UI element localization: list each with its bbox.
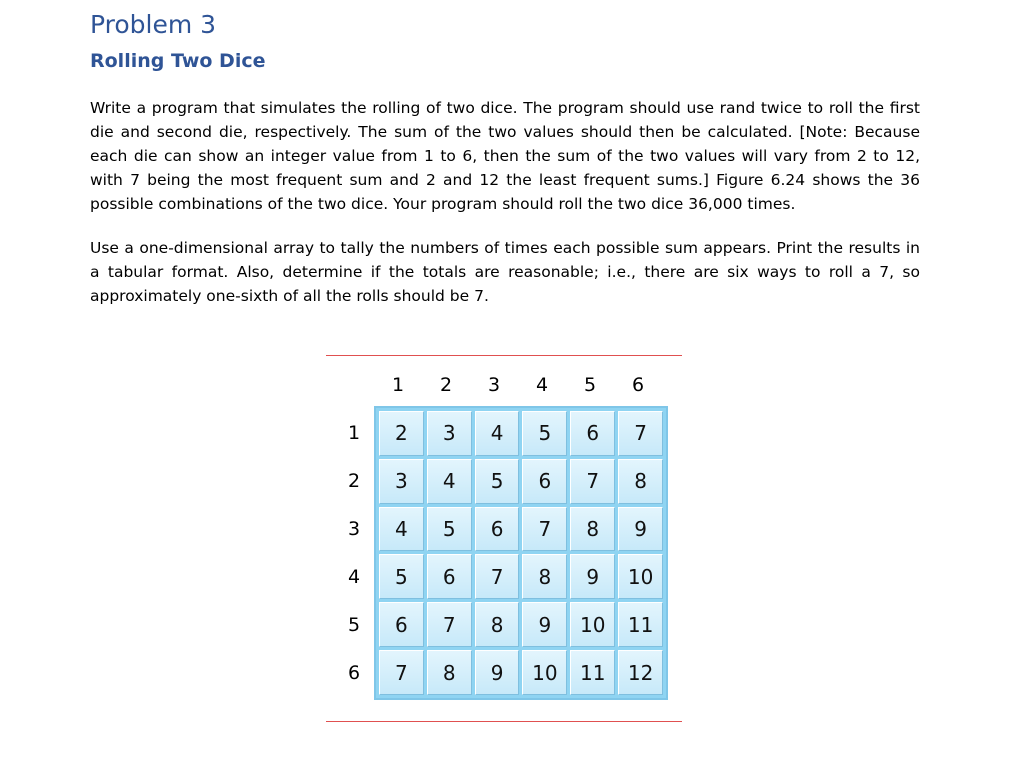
row-header: 5	[347, 614, 361, 636]
sum-cell: 7	[522, 507, 567, 552]
sum-cell: 12	[618, 650, 663, 695]
row-header: 1	[347, 422, 361, 444]
problem-subtitle: Rolling Two Dice	[90, 50, 266, 72]
sum-cell: 10	[522, 650, 567, 695]
column-header: 4	[535, 374, 549, 396]
problem-title: Problem 3	[90, 10, 217, 39]
column-header: 6	[631, 374, 645, 396]
sum-cell: 8	[618, 459, 663, 504]
sum-cell: 9	[618, 507, 663, 552]
sum-cell: 6	[379, 602, 424, 647]
sum-cell: 8	[522, 554, 567, 599]
sum-cell: 6	[475, 507, 520, 552]
row-header: 3	[347, 518, 361, 540]
sum-cell: 2	[379, 411, 424, 456]
sum-cell: 3	[427, 411, 472, 456]
column-header: 1	[391, 374, 405, 396]
sum-cell: 10	[618, 554, 663, 599]
sum-cell: 8	[427, 650, 472, 695]
sum-cell: 7	[570, 459, 615, 504]
column-header: 3	[487, 374, 501, 396]
sum-grid	[374, 406, 668, 700]
sum-cell: 7	[379, 650, 424, 695]
sum-cell: 6	[427, 554, 472, 599]
sum-cell: 10	[570, 602, 615, 647]
figure-top-rule	[326, 355, 682, 356]
sum-cell: 7	[475, 554, 520, 599]
row-header: 6	[347, 662, 361, 684]
sum-cell: 6	[570, 411, 615, 456]
sum-cell: 4	[427, 459, 472, 504]
column-header: 5	[583, 374, 597, 396]
sum-cell: 9	[522, 602, 567, 647]
sum-cell: 6	[522, 459, 567, 504]
sum-cell: 7	[618, 411, 663, 456]
column-header: 2	[439, 374, 453, 396]
sum-cell: 3	[379, 459, 424, 504]
sum-cell: 11	[570, 650, 615, 695]
sum-cell: 11	[618, 602, 663, 647]
dice-combinations-figure	[330, 360, 680, 710]
sum-cell: 9	[475, 650, 520, 695]
row-header: 4	[347, 566, 361, 588]
sum-cell: 8	[475, 602, 520, 647]
sum-cell: 9	[570, 554, 615, 599]
row-header: 2	[347, 470, 361, 492]
paragraph-instructions: Write a program that simulates the rolling of two dice. The program should use rand twice to roll the first die and second die, respectively. The sum of the two values should then be calculated. [Note: Because each die can show an integer value from 1 to 6, then the sum of the two values will vary from 2 to 12, with 7 being the most frequent sum and 2 and 12 the least frequent sums.] Figure 6.24 shows the 36 possible combinations of the two dice. Your program should roll the two dice 36,000 times.	[90, 99, 920, 213]
sum-cell: 5	[379, 554, 424, 599]
sum-cell: 7	[427, 602, 472, 647]
sum-cell: 5	[522, 411, 567, 456]
sum-cell: 4	[379, 507, 424, 552]
sum-cell: 8	[570, 507, 615, 552]
paragraph-array-task: Use a one-dimensional array to tally the numbers of times each possible sum appears. Print the results in a tabular format. Also, determine if the totals are reasonable; i.e., there are six ways to roll a 7, so approximately one-sixth of all the rolls should be 7.	[90, 239, 920, 305]
sum-cell: 5	[475, 459, 520, 504]
sum-cell: 4	[475, 411, 520, 456]
figure-bottom-rule	[326, 721, 682, 722]
sum-cell: 5	[427, 507, 472, 552]
